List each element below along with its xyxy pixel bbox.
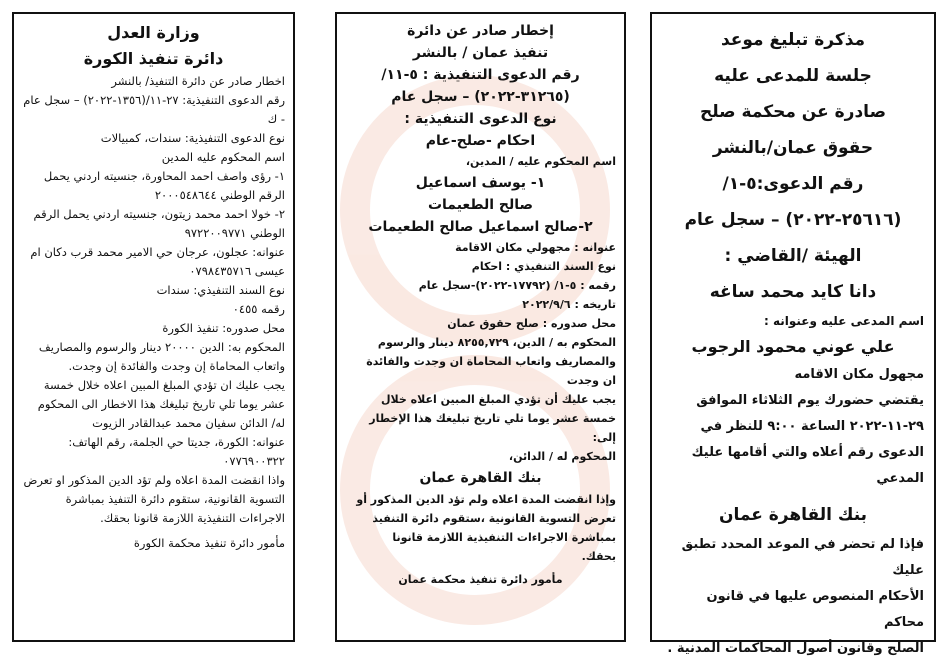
- closing-line: وإذا انقضت المدة اعلاه ولم تؤد الدين المذكور أو: [356, 493, 616, 506]
- body-line: الدعوى رقم أعلاه والتي أقامها عليك: [691, 445, 924, 460]
- case-number: رقم الدعوى التنفيذية: ٢٧-١١/(١٣٥٦-٢٠٢٢) – سجل عام - ك: [23, 93, 285, 126]
- case-number: رقم الدعوى:٥-١/: [722, 174, 864, 194]
- department-name: دائرة تنفيذ الكورة: [83, 49, 224, 68]
- detail-line: تاريخه : ٢٠٢٢/٩/٦: [522, 298, 616, 311]
- detail-line: ان وجدت: [566, 374, 616, 387]
- body-line: المدعي: [876, 471, 924, 486]
- case-number-detail: (٢٥٦١٦-٢٠٢٢) – سجل عام: [684, 210, 902, 230]
- notice-title-line: مذكرة تبليغ موعد: [720, 30, 866, 50]
- creditor-name: بنك القاهرة عمان: [419, 470, 542, 486]
- defendant-name: علي عوني محمود الرجوب: [691, 337, 895, 356]
- creditor-address: عنوانه: الكورة، جديتا حي الجلمة، رقم الهاتف: ٠٧٧٦٩٠٠٣٢٢: [68, 435, 285, 468]
- judge-name: دانا كايد محمد ساغه: [709, 282, 877, 302]
- body-line: اخطار صادر عن دائرة التنفيذ/ بالنشر: [111, 74, 285, 88]
- case-number-detail: (٣١٢٦٥-٢٠٢٢) – سجل عام: [391, 89, 570, 105]
- warning-line: الأحكام المنصوص عليها في قانون محاكم: [706, 589, 924, 630]
- judge-label: الهيئة /القاضي :: [724, 246, 862, 266]
- detail-line: محل صدوره : صلح حقوق عمان: [447, 317, 616, 330]
- debtor-name: ٢-صالح اسماعيل صالح الطعيمات: [368, 219, 593, 235]
- ministry-name: وزارة العدل: [107, 23, 200, 42]
- debtor-entry: ٢- خولا احمد محمد زيتون، جنسيته اردني يحمل الرقم الوطني ٩٧٢٢٠٠٩٧٧١: [33, 207, 285, 240]
- detail-line: المحكوم له / الدائن،: [508, 450, 616, 463]
- detail-line: عنوانه : مجهولي مكان الاقامة: [455, 241, 616, 254]
- closing-line: بمباشرة الاجراءات التنفيذية اللازمة قانونا: [392, 531, 616, 544]
- body-line: نوع السند التنفيذي: سندات: [156, 283, 285, 297]
- notice-koura-execution: [12, 12, 295, 642]
- notice-title-line: إخطار صادر عن دائرة: [407, 23, 554, 39]
- payment-instruction: يجب عليك ان تؤدي المبلغ المبين اعلاه خلال خمسة عشر يوما تلي تاريخ تبليغك هذا الاخطار الى المحكوم له/ الدائن سفيان محمد عبدالقادر الزيوت: [37, 378, 285, 430]
- defendant-label: اسم المدعى عليه وعنوانه :: [763, 314, 924, 328]
- body-line: رقمه ٠٤٥٥: [232, 302, 285, 316]
- signature: مأمور دائرة تنفيذ محكمة عمان: [398, 573, 563, 586]
- body-line: يقتضي حضورك يوم الثلاثاء الموافق: [696, 393, 924, 408]
- signature: مأمور دائرة تنفيذ محكمة الكورة: [133, 536, 285, 550]
- notice-hearing-summons: [650, 12, 936, 656]
- case-type-label: نوع الدعوى التنفيذية :: [404, 111, 557, 127]
- judgment-amount: المحكوم به: الدين ٢٠٠٠٠ دينار والرسوم والمصاريف واتعاب المحاماة إن وجدت والفائدة إن وجدت.: [38, 340, 285, 373]
- detail-line: المحكوم به / الدين، ٨٢٥٥,٧٢٩ دينار والرسوم: [377, 336, 616, 349]
- case-number: رقم الدعوى التنفيذية : ٥-١١/: [381, 67, 580, 83]
- debtor-entry: ١- رؤى واصف احمد المحاورة، جنسيته اردني يحمل الرقم الوطني ٢٠٠٠٥٤٨٦٤٤: [43, 169, 285, 202]
- closing-line: تعرض التسوية القانونية ،ستقوم دائرة التنفيذ: [372, 512, 616, 525]
- hearing-date: ٢٩-١١-٢٠٢٢ الساعة ٩:٠٠ للنظر في: [700, 419, 924, 434]
- body-line: محل صدوره: تنفيذ الكورة: [162, 321, 285, 335]
- body-line: مجهول مكان الاقامه: [794, 367, 924, 382]
- warning-line: الصلح وقانون أصول المحاكمات المدنية .: [667, 641, 924, 656]
- notice-title-line: صادرة عن محكمة صلح: [699, 102, 886, 122]
- detail-line: نوع السند التنفيذي : احكام: [471, 260, 616, 273]
- warning-line: فإذا لم تحضر في الموعد المحدد تطبق عليك: [681, 537, 924, 578]
- address-line: عنوانه: عجلون، عرجان حي الامير محمد قرب دكان ام عيسى ٠٧٩٨٤٣٥٧١٦: [30, 245, 285, 278]
- notice-title-line: جلسة للمدعى عليه: [714, 66, 872, 86]
- plaintiff-name: بنك القاهرة عمان: [718, 505, 868, 525]
- debtor-label: اسم المحكوم عليه / المدين،: [465, 155, 616, 168]
- notice-title-line: تنفيذ عمان / بالنشر: [412, 45, 549, 61]
- detail-line: يجب عليك أن تؤدي المبلغ المبين اعلاه خلال: [380, 393, 616, 406]
- notice-title-line: حقوق عمان/بالنشر: [712, 138, 874, 158]
- debtor-name: صالح الطعيمات: [427, 197, 534, 213]
- notice-amman-execution: [335, 12, 626, 642]
- detail-line: خمسة عشر يوما تلي تاريخ تبليغك هذا الإخطار: [369, 412, 616, 425]
- closing-paragraph: واذا انقضت المدة اعلاه ولم تؤد الدين المذكور او تعرض التسوية القانونية، ستقوم دائرة التنفيذ بمباشرة الاجراءات التنفيذية اللازمة قانونا بحقك.: [23, 473, 285, 525]
- closing-line: بحقك.: [581, 550, 616, 563]
- body-line: نوع الدعوى التنفيذية: سندات، كمبيالات: [100, 131, 285, 145]
- detail-line: رقمه : ٥-١/ (١٧٧٩٢-٢٠٢٢)-سجل عام: [418, 279, 616, 292]
- detail-line: إلى:: [592, 431, 616, 444]
- body-line: اسم المحكوم عليه المدين: [161, 150, 285, 164]
- detail-line: والمصاريف واتعاب المحاماة ان وجدت والفائدة: [366, 355, 616, 368]
- case-type: احكام -صلح-عام: [425, 133, 536, 149]
- debtor-name: ١- يوسف اسماعيل: [415, 175, 546, 191]
